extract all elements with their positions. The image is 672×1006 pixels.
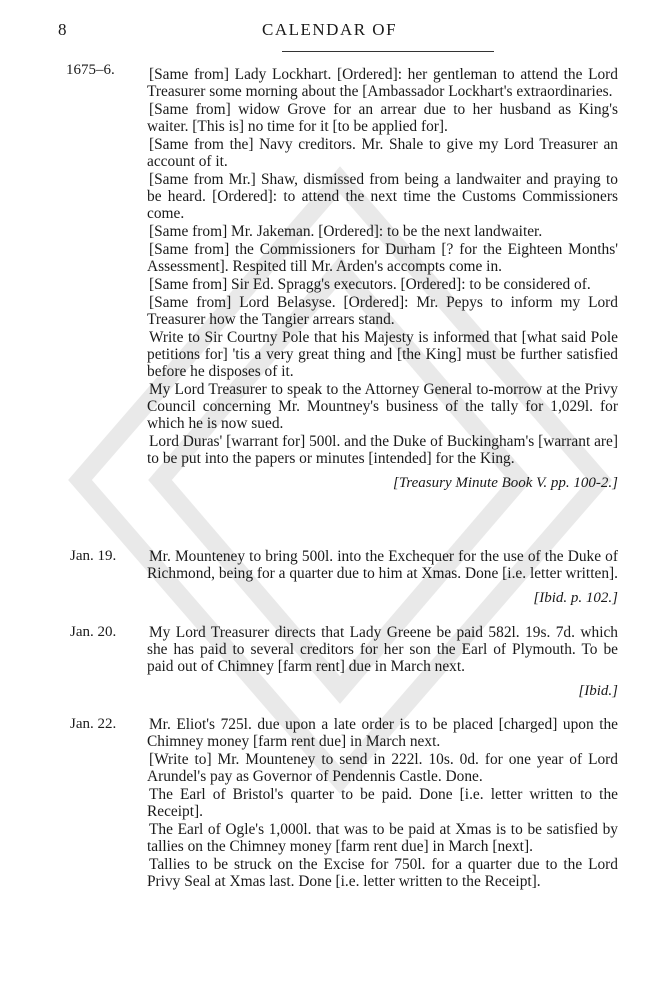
entry: Mr. Mounteney to bring 500l. into the Exchequer for the use of the Duke of Richmond, being for a quarter due to him at Xmas. Done [i.e. letter written]. [147,548,618,582]
entry: [Same from the] Navy creditors. Mr. Shale to give my Lord Treasurer an account of it. [147,136,618,170]
entry: [Same from] Lady Lockhart. [Ordered]: her gentleman to attend the Lord Treasurer some morning about the [Ambassador Lockhart's extraordinaries. [147,66,618,100]
entry: Lord Duras' [warrant for] 500l. and the Duke of Buckingham's [warrant are] to be put into the papers or minutes [intended] for the King. [147,433,618,467]
entry: [Same from] widow Grove for an arrear due to her husband as King's waiter. [This is] no time for it [to be applied for]. [147,101,618,135]
entry: [Write to] Mr. Mounteney to send in 222l. 10s. 0d. for one year of Lord Arundel's pay as Governor of Pendennis Castle. Done. [147,751,618,785]
entry: My Lord Treasurer to speak to the Attorney General to-morrow at the Privy Council concerning Mr. Mountney's business of the tally for 1,029l. for which he is now sued. [147,381,618,432]
entry-block-2 [70,548,618,607]
entry: [Same from] Sir Ed. Spragg's executors. [Ordered]: to be considered of. [149,276,591,293]
source-reference: [Ibid. p. 102.] [533,590,618,606]
entry-block-4 [70,716,618,891]
entry: Tallies to be struck on the Excise for 750l. for a quarter due to the Lord Privy Seal at Xmas last. Done [i.e. letter written to the Receipt]. [147,856,618,890]
entry-date: Jan. 22. [70,716,117,732]
entry: [Same from] Mr. Jakeman. [Ordered]: to be the next landwaiter. [149,223,543,240]
entry: [Same from] the Commissioners for Durham [? for the Eighteen Months' Assessment]. Respited till Mr. Arden's accompts come in. [147,241,618,275]
source-reference: [Ibid.] [578,683,618,699]
entry: The Earl of Bristol's quarter to be paid. Done [i.e. letter written to the Receipt]. [147,786,618,820]
entry-block-1 [70,66,618,492]
entry-block-3 [70,624,618,700]
year-label: 1675–6. [66,62,115,78]
source-reference: [Treasury Minute Book V. pp. 100-2.] [393,475,618,491]
running-title: CALENDAR OF [262,20,398,39]
header-rule [282,51,494,52]
entry: Mr. Eliot's 725l. due upon a late order is to be placed [charged] upon the Chimney money [farm rent due] in March next. [147,716,618,750]
entry: [Same from Mr.] Shaw, dismissed from being a landwaiter and praying to be heard. [Ordered]: to attend the next time the Customs Commissioners come. [147,171,618,222]
entry: Write to Sir Courtny Pole that his Majesty is informed that [what said Pole petitions for] 'tis a very great thing and [the King] must be further satisfied before he disposes of it. [147,329,618,380]
entry: [Same from] Lord Belasyse. [Ordered]: Mr. Pepys to inform my Lord Treasurer how the Tangier arrears stand. [147,294,618,328]
page-number: 8 [58,20,67,39]
entry-date: Jan. 20. [70,624,117,640]
entry: My Lord Treasurer directs that Lady Greene be paid 582l. 19s. 7d. which she has paid to several creditors for her son the Earl of Plymouth. To be paid out of Chimney [farm rent] due in March next. [147,624,618,675]
entry: The Earl of Ogle's 1,000l. that was to be paid at Xmas is to be satisfied by tallies on the Chimney money [farm rent due] in March [next]. [147,821,618,855]
entry-date: Jan. 19. [70,548,117,564]
